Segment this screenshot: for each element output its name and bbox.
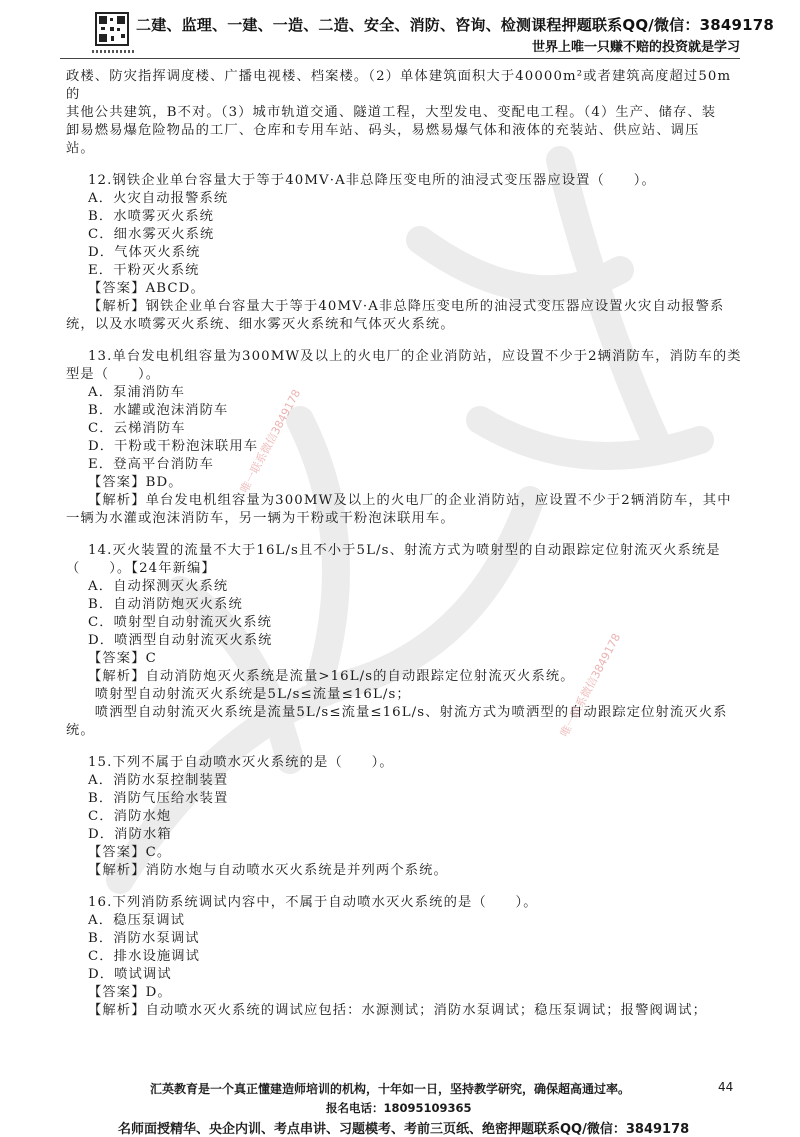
option: A．泵浦消防车 bbox=[88, 385, 186, 400]
question-stem: 13.单台发电机组容量为300MW及以上的火电厂的企业消防站，应设置不少于2辆消防车，消防车的类 bbox=[88, 349, 742, 364]
question-14 bbox=[66, 542, 742, 740]
question-16 bbox=[66, 894, 742, 1020]
analysis: 【解析】自动喷水灭火系统的调试应包括：水源测试；消防水泵调试；稳压泵调试；报警阀调试； bbox=[88, 1003, 708, 1018]
analysis: 统，以及水喷雾灭火系统、细水雾灭火系统和气体灭火系统。 bbox=[66, 317, 455, 332]
qr-caption-decoration bbox=[92, 50, 136, 53]
text-line: 政楼、防灾指挥调度楼、广播电视楼、档案楼。（2）单体建筑面积大于40000m²或者建筑高度超过50m的 bbox=[66, 69, 732, 102]
footer-phone: 报名电话：18095109365 bbox=[326, 1101, 472, 1115]
analysis: 【解析】单台发电机组容量为300MW及以上的火电厂的企业消防站，应设置不少于2辆消防车，其中 bbox=[88, 493, 732, 508]
analysis: 【解析】自动消防炮灭火系统是流量>16L/s的自动跟踪定位射流灭火系统。 bbox=[88, 669, 575, 684]
option: A．稳压泵调试 bbox=[88, 913, 186, 928]
option: C．消防水炮 bbox=[88, 809, 172, 824]
page-number: 44 bbox=[718, 1080, 734, 1094]
option: D．气体灭火系统 bbox=[88, 245, 201, 260]
analysis: 喷射型自动射流灭火系统是5L/s≤流量≤16L/s； bbox=[66, 687, 411, 702]
option: C．排水设施调试 bbox=[88, 949, 201, 964]
option: A．消防水泵控制装置 bbox=[88, 773, 229, 788]
header-contact-line: 二建、监理、一建、一造、二造、安全、消防、咨询、检测课程押题联系QQ/微信：3849178 bbox=[136, 16, 775, 34]
option: C．细水雾灭火系统 bbox=[88, 227, 215, 242]
footer-slogan: 汇英教育是一个真正懂建造师培训的机构，十年如一日，坚持教学研究，确保超高通过率。 bbox=[150, 1082, 631, 1096]
analysis: 喷洒型自动射流灭火系统是流量5L/s≤流量≤16L/s、射流方式为喷洒型的自动跟踪定位射流灭火系 bbox=[66, 705, 728, 720]
footer-contact-line: 名师面授精华、央企内训、考点串讲、习题模考、考前三页纸、绝密押题联系QQ/微信：3849178 bbox=[118, 1122, 690, 1137]
option: D．喷洒型自动射流灭火系统 bbox=[88, 633, 273, 648]
analysis: 【解析】钢铁企业单台容量大于等于40MV·A非总降压变电所的油浸式变压器应设置火灾自动报警系 bbox=[88, 299, 725, 314]
text-line: 其他公共建筑，B不对。（3）城市轨道交通、隧道工程，大型发电、变配电工程。（4）生产、储存、装 bbox=[66, 105, 717, 120]
option: B．消防气压给水装置 bbox=[88, 791, 229, 806]
question-stem: 14.灭火装置的流量不大于16L/s且不小于5L/s、射流方式为喷射型的自动跟踪定位射流灭火系统是 bbox=[88, 543, 721, 558]
option: B．消防水泵调试 bbox=[88, 931, 200, 946]
option: D．消防水箱 bbox=[88, 827, 172, 842]
question-stem: 16.下列消防系统调试内容中，不属于自动喷水灭火系统的是（ ）。 bbox=[88, 895, 538, 910]
answer: 【答案】ABCD。 bbox=[88, 281, 205, 296]
question-stem: 12.钢铁企业单台容量大于等于40MV·A非总降压变电所的油浸式变压器应设置（ ）。 bbox=[88, 173, 656, 188]
option: D．喷试调试 bbox=[88, 967, 172, 982]
intro-paragraph bbox=[66, 68, 742, 158]
document-body bbox=[66, 68, 742, 1020]
header-slogan: 世界上唯一只赚不赔的投资就是学习 bbox=[531, 40, 740, 55]
option: E．干粉灭火系统 bbox=[88, 263, 200, 278]
question-stem: 15.下列不属于自动喷水灭火系统的是（ ）。 bbox=[88, 755, 394, 770]
analysis: 【解析】消防水炮与自动喷水灭火系统是并列两个系统。 bbox=[88, 863, 448, 878]
question-13 bbox=[66, 348, 742, 528]
question-12 bbox=[66, 172, 742, 334]
option: C．云梯消防车 bbox=[88, 421, 186, 436]
answer: 【答案】C。 bbox=[88, 845, 172, 860]
watermark-stamp: 唯一联系微信3849178 bbox=[557, 631, 624, 740]
question-stem: 型是（ ）。 bbox=[66, 367, 161, 382]
analysis: 统。 bbox=[66, 723, 95, 738]
answer: 【答案】D。 bbox=[88, 985, 172, 1000]
text-line: 卸易燃易爆危险物品的工厂、仓库和专用车站、码头，易燃易爆气体和液体的充装站、供应站、调压 bbox=[66, 123, 700, 138]
option: D．干粉或干粉泡沫联用车 bbox=[88, 439, 259, 454]
page-header bbox=[0, 0, 800, 62]
option: A．火灾自动报警系统 bbox=[88, 191, 229, 206]
qr-code-icon bbox=[95, 12, 129, 46]
answer: 【答案】BD。 bbox=[88, 475, 183, 490]
option: B．水罐或泡沫消防车 bbox=[88, 403, 229, 418]
option: C．喷射型自动射流灭火系统 bbox=[88, 615, 273, 630]
option: B．水喷雾灭火系统 bbox=[88, 209, 215, 224]
header-divider bbox=[60, 58, 740, 59]
question-15 bbox=[66, 754, 742, 880]
analysis: 一辆为水灌或泡沫消防车，另一辆为干粉或干粉泡沫联用车。 bbox=[66, 511, 455, 526]
text-line: 站。 bbox=[66, 141, 95, 156]
answer: 【答案】C bbox=[88, 651, 157, 666]
watermark-stamp: 唯一联系微信3849178 bbox=[237, 387, 304, 496]
option: B．自动消防炮灭火系统 bbox=[88, 597, 243, 612]
question-stem: （ ）。【24年新编】 bbox=[66, 561, 216, 576]
option: A．自动探测灭火系统 bbox=[88, 579, 229, 594]
option: E．登高平台消防车 bbox=[88, 457, 214, 472]
